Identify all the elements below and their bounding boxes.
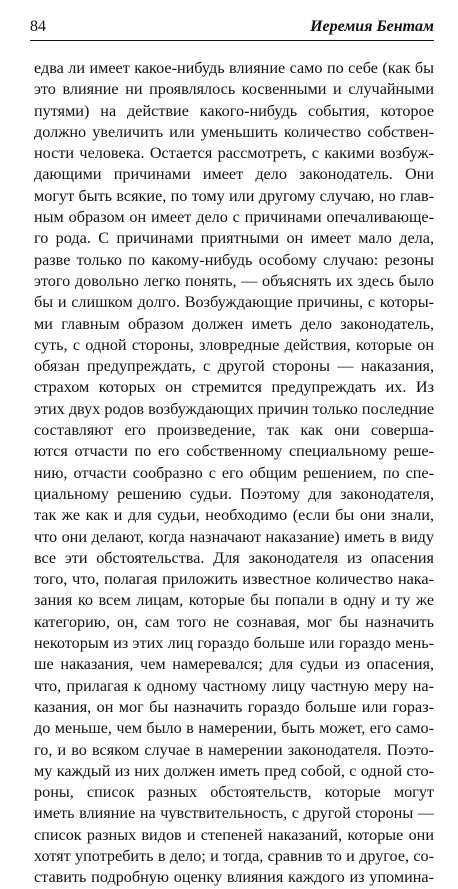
text-line: категорию, он, сам того не сознавая, мог бы назначить [34, 612, 434, 631]
text-line: составляют его произведение, так как они совершa- [34, 421, 434, 440]
text-line: ным образом он имеет дело с причинами опечаливающе- [34, 208, 434, 227]
text-line: хотят употребить в дело; и тогда, сравнив то и другое, со- [34, 846, 434, 865]
text-line: ности человека. Остается рассмотреть, с какими возбуж- [34, 144, 434, 163]
header-rule [30, 40, 434, 41]
text-line: ставить подробную оценку влияния каждого из упомина- [34, 868, 434, 887]
text-line: путями) на действие какого-нибудь события, которое [34, 101, 434, 120]
text-line: му каждый из них должен иметь пред собой, с одной сто- [34, 761, 434, 780]
text-line: могут быть всякие, по тому или другому случаю, но глав- [34, 186, 434, 205]
text-line: этих двух родов возбуждающих причин только последние [34, 399, 434, 418]
text-line: иметь влияние на чувствительность, с другой стороны — [34, 804, 434, 823]
text-line: го рода. С причинами приятными он имеет мало дела, [34, 229, 434, 248]
text-line: циальному решению судьи. Поэтому для законодателя, [34, 484, 434, 503]
text-line: ются отчасти по его собственному специальному реше- [34, 442, 434, 461]
text-line: бы и слишком долго. Возбуждающие причины, с которы- [34, 293, 434, 312]
text-line: зания ко всем лицам, которые бы попали в одну и ту же [34, 591, 434, 610]
text-line: это влияние ни проявлялось косвенными и случайными [34, 80, 434, 99]
text-line: должно увеличить или уменьшить количество собствен- [34, 122, 434, 141]
text-line: го, и во всяком случае в намерении законодателя. Поэто- [34, 740, 434, 759]
text-line: казания, он мог бы назначить гораздо больше или гораз- [34, 697, 434, 716]
text-line: разве только по какому-нибудь особому случаю: резоны [34, 250, 434, 269]
text-line: что, прилагая к одному частному лицу частную меру на- [34, 676, 434, 695]
text-line: роны, список разных обстоятельств, которые могут [34, 783, 434, 802]
text-line: нию, отчасти сообразно с его общим решением, по спе- [34, 463, 434, 482]
text-line: ми главным образом должен иметь дело законодатель, [34, 314, 434, 333]
page-header [30, 12, 434, 42]
page-number: 84 [30, 18, 46, 35]
text-line: ше наказания, чем намеревался; для судьи из опасения, [34, 655, 434, 674]
text-line: того, что, полагая приложить известное количество нака- [34, 570, 434, 589]
text-line: список разных видов и степеней наказаний, которые они [34, 825, 434, 844]
body-text [34, 58, 434, 889]
text-line: так же как и для судьи, необходимо (если бы они знали, [34, 506, 434, 525]
text-line: страхом которых он стремится предупреждать их. Из [34, 378, 434, 397]
text-line: обязан предупреждать, с другой стороны — наказания, [34, 357, 434, 376]
text-line: что они делают, когда назначают наказание) иметь в виду [34, 527, 434, 546]
text-line: до меньше, чем было в намерении, быть может, его само- [34, 719, 434, 738]
text-line: все эти обстоятельства. Для законодателя из опасения [34, 548, 434, 567]
text-line: этого довольно легко понять, — объяснять их здесь было [34, 271, 434, 290]
text-line: едва ли имеет какое-нибудь влияние само по себе (как бы [34, 59, 434, 77]
text-line: суть, с одной стороны, зловредные действия, которые он [34, 335, 434, 354]
text-line: дающими причинами имеет дело законодатель. Они [34, 165, 434, 184]
running-head: Иеремия Бентам [310, 18, 434, 35]
text-line: некоторым из этих лиц гораздо больше или гораздо мень- [34, 634, 434, 653]
